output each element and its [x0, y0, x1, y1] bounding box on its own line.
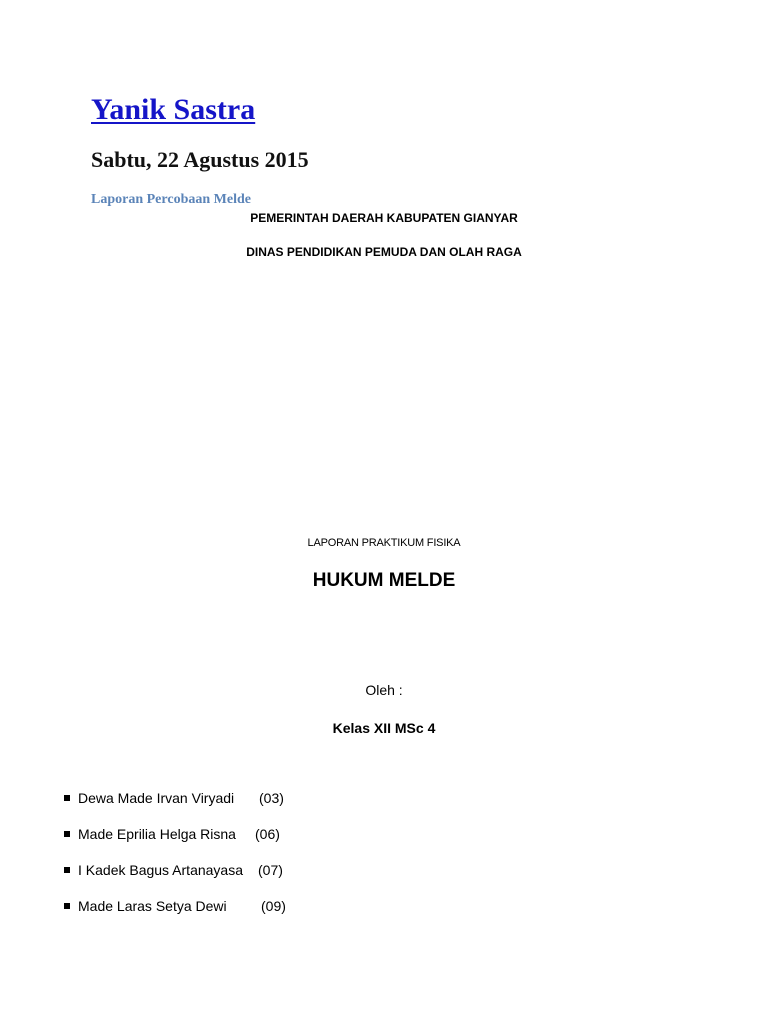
square-bullet-icon: [64, 831, 70, 837]
member-name: Dewa Made Irvan Viryadi: [78, 790, 235, 806]
document-header-department: DINAS PENDIDIKAN PEMUDA DAN OLAH RAGA: [246, 245, 522, 259]
square-bullet-icon: [64, 867, 70, 873]
member-number: (06): [255, 826, 280, 842]
document-header-government: PEMERINTAH DAERAH KABUPATEN GIANYAR: [250, 211, 518, 225]
member-list-item: [64, 788, 284, 824]
member-list: [64, 788, 286, 932]
member-name: I Kadek Bagus Artanayasa: [78, 862, 243, 878]
member-name: Made Eprilia Helga Risna: [78, 826, 236, 842]
member-list-item: [64, 824, 280, 860]
member-number: (03): [259, 790, 284, 806]
report-title: HUKUM MELDE: [312, 570, 456, 591]
square-bullet-icon: [64, 795, 70, 801]
member-list-item: [64, 896, 286, 932]
authored-by-label: Oleh :: [365, 682, 403, 698]
member-list-item: [64, 860, 283, 896]
square-bullet-icon: [64, 903, 70, 909]
member-number: (09): [261, 898, 286, 914]
post-title-link[interactable]: Laporan Percobaan Melde: [91, 192, 251, 207]
report-type: LAPORAN PRAKTIKUM FISIKA: [307, 537, 461, 549]
class-label: Kelas XII MSc 4: [332, 720, 436, 736]
member-number: (07): [258, 862, 283, 878]
blog-title-link[interactable]: Yanik Sastra: [91, 93, 256, 126]
member-name: Made Laras Setya Dewi: [78, 898, 227, 914]
post-date: Sabtu, 22 Agustus 2015: [91, 147, 309, 172]
